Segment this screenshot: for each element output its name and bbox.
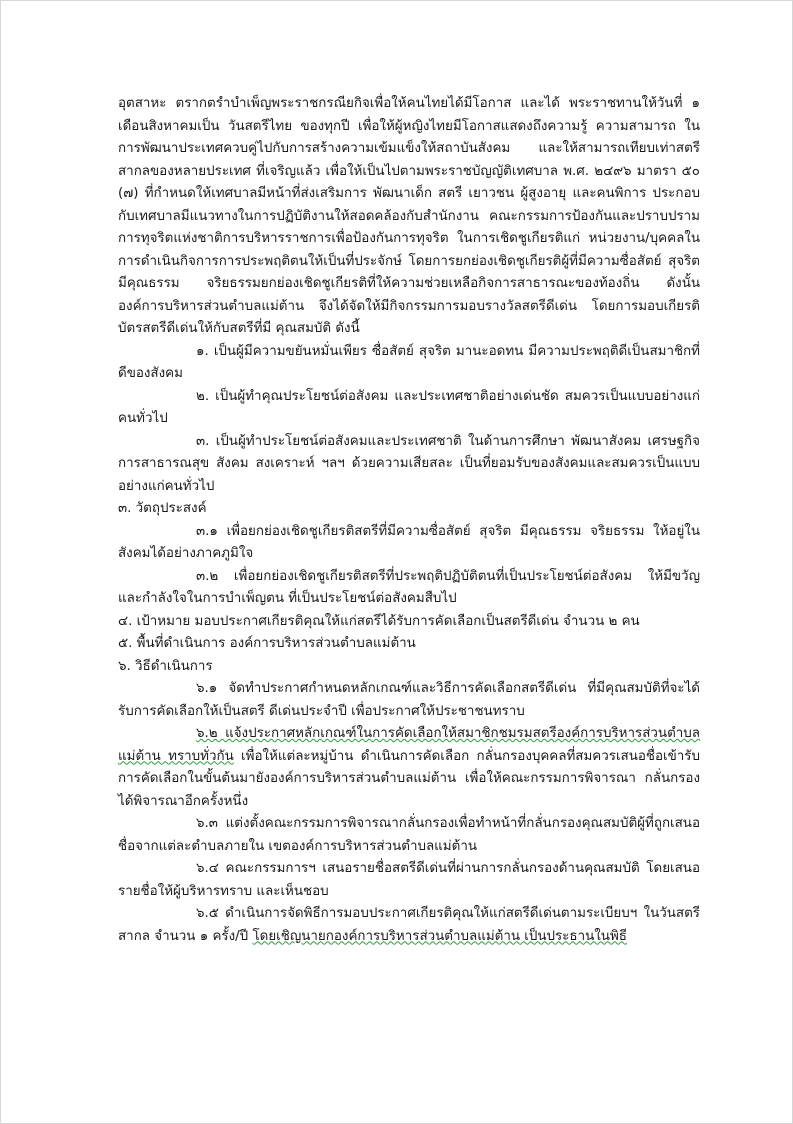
spellcheck-marked-text: โดยเชิญนายกองค์การบริหารส่วนตำบลแม่ต้าน เป็นประธานในพิธี — [252, 928, 627, 944]
objective-3-1: ๓.๑ เพื่อยกย่องเชิดชูเกียรติสตรีที่มีความซื่อสัตย์ สุจริต มีคุณธรรม จริยธรรม ให้อยู่ในสังคมได้อย่างภาคภูมิใจ — [118, 523, 700, 561]
objective-3-2: ๓.๒ เพื่อยกย่องเชิดชูเกียรติสตรีที่ประพฤติปฏิบัติตนที่เป็นประโยชน์ต่อสังคม ให้มีขวัญและกำลังใจในการบำเพ็ญตน ที่เป็นประโยชน์ต่อสังคมสืบไป — [118, 568, 700, 606]
qualification-1: ๑. เป็นผู้มีความขยันหมั่นเพียร ซื่อสัตย์ สุจริต มานะอดทน มีความประพฤติดีเป็นสมาชิกที่ดีของสังคม — [118, 343, 700, 381]
document-body — [118, 93, 700, 948]
method-6-3: ๖.๓ แต่งตั้งคณะกรรมการพิจารณากลั่นกรองเพื่อทำหน้าที่กลั่นกรองคุณสมบัติผู้ที่ถูกเสนอชื่อจากแต่ละตำบลภายใน เขตองค์การบริหารส่วนตำบลแม่ต้าน — [118, 816, 700, 854]
qualification-3: ๓. เป็นผู้ทำประโยชน์ต่อสังคมและประเทศชาติ ในด้านการศึกษา พัฒนาสังคม เศรษฐกิจ การสาธารณสุข สังคม สงเคราะห์ ฯลฯ ด้วยความเสียสละ เป็นที่ยอมรับของสังคมและสมควรเป็นแบบอย่างแก่คนทั่วไป — [118, 433, 700, 494]
objectives-heading: ๓. วัตถุประสงค์ — [118, 501, 207, 516]
method-6-5 — [118, 903, 700, 948]
method-6-2-rest: เพื่อให้แต่ละหมู่บ้าน ดำเนินการคัดเลือก กลั่นกรองบุคคลที่สมควรเสนอชื่อเข้ารับการคัดเลือกในขั้นต้นมายังองค์การบริหารส่วนตำบลแม่ต้าน เพื่อให้คณะกรรมการพิจารณา กลั่นกรองได้พิจารณาอีกครั้งหนึ่ง — [118, 748, 700, 809]
method-6-4: ๖.๔ คณะกรรมการฯ เสนอรายชื่อสตรีดีเด่นที่ผ่านการกลั่นกรองด้านคุณสมบัติ โดยเสนอรายชื่อให้ผู้บริหารทราบ และเห็นชอบ — [118, 861, 700, 899]
method-6-1: ๖.๑ จัดทำประกาศกำหนดหลักเกณฑ์และวิธีการคัดเลือกสตรีดีเด่น ที่มีคุณสมบัติที่จะได้รับการคัดเลือกให้เป็นสตรี ดีเด่นประจำปี เพื่อประกาศให้ประชาชนทราบ — [118, 681, 700, 719]
qualification-2: ๒. เป็นผู้ทำคุณประโยชน์ต่อสังคม และประเทศชาติอย่างเด่นชัด สมควรเป็นแบบอย่างแก่คนทั่วไป — [118, 388, 700, 426]
target-line: ๔. เป้าหมาย มอบประกาศเกียรติคุณให้แก่สตรีได้รับการคัดเลือกเป็นสตรีดีเด่น จำนวน ๒ คน — [118, 613, 640, 629]
area-line: ๕. พื้นที่ดำเนินการ องค์การบริหารส่วนตำบลแม่ต้าน — [118, 636, 416, 651]
method-6-2 — [118, 723, 700, 813]
intro-paragraph: อุตสาหะ ตรากตรำบำเพ็ญพระราชกรณียกิจเพื่อให้คนไทยได้มีโอกาส และได้ พระราชทานให้วันที่ ๑ เดือนสิงหาคมเป็น วันสตรีไทย ของทุกปี เพื่อให้ผู้หญิงไทยมีโอกาสแสดงถึงความรู้ ความสามารถ ในการพัฒนาประเทศควบคู่ไปกับการสร้างความเข้มแข็งให้สถาบันสังคม และให้สามารถเทียบเท่าสตรีสากลของหลายประเทศ ที่เจริญแล้ว เพื่อให้เป็นไปตามพระราชบัญญัติเทศบาล พ.ศ. ๒๔๙๖ มาตรา ๕๐ (๗) ที่กำหนดให้เทศบาลมีหน้าที่ส่งเสริมการ พัฒนาเด็ก สตรี เยาวชน ผู้สูงอายุ และคนพิการ ประกอบกับเทศบาลมีแนวทางในการปฏิบัติงานให้สอดคล้องกับสำนักงาน คณะกรรมการป้องกันและปราบปรามการทุจริตแห่งชาติการบริหารราชการเพื่อป้องกันการทุจริต ในการเชิดชูเกียรติแก่ หน่วยงาน/บุคคลในการดำเนินกิจการการประพฤติตนให้เป็นที่ประจักษ์ โดยการยกย่องเชิดชูเกียรติผู้ที่มีความซื่อสัตย์ สุจริต มีคุณธรรม จริยธรรมยกย่องเชิดชูเกียรติที่ให้ความช่วยเหลือกิจการสาธารณะของท้องถิ่น ดังนั้น องค์การบริหารส่วนตำบลแม่ต้าน จึงได้จัดให้มีกิจกรรมการมอบรางวัลสตรีดีเด่น โดยการมอบเกียรติบัตรสตรีดีเด่นให้กับสตรีที่มี คุณสมบัติ ดังนี้ — [118, 96, 700, 336]
spellcheck-marked-text: ๖.๒ แจ้งประกาศหลักเกณฑ์ในการคัดเลือกให้สมาชิกชมรมสตรีองค์การบริหารส่วนตำบลแม่ต้าน ทราบทั่วกัน — [118, 726, 700, 764]
method-6-5-start: ๖.๕ ดำเนินการจัดพิธีการมอบประกาศเกียรติคุณให้แก่สตรีดีเด่นตามระเบียบฯ ในวันสตรีสากล จำนวน ๑ ครั้ง/ปี — [118, 906, 700, 944]
method-heading: ๖. วิธีดำเนินการ — [118, 658, 213, 674]
